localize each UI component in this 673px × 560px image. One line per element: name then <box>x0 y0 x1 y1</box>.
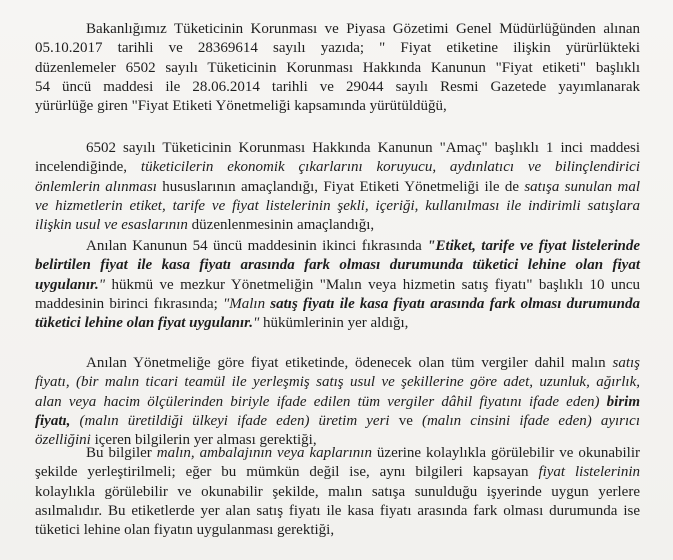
paragraph-2-line-2-italic: tüketicilerin ekonomik çıkarlarını koruyucu, aydınlatıcı ve bilinçlendirici <box>140 159 641 176</box>
paragraph-4-line-1-text: Anılan Yönetmeliğe göre fiyat etiketinde, ödenecek olan tüm vergiler dahil malın <box>86 355 613 371</box>
paragraph-3-line-3-quote: " <box>98 276 106 293</box>
paragraph-2-line-2-text: incelendiğinde, <box>35 159 128 176</box>
paragraph-5-line-2-italic: fiyat listelerinin <box>538 464 640 481</box>
paragraph-2-line-4: ve hizmetlerin etiket, tarife ve fiyat listelerinin şekli, içeriği, kullanılması ile indirimli satışlara <box>35 197 640 214</box>
paragraph-4 <box>35 354 640 450</box>
paragraph-5-line-5: tüketici lehine olan fiyatın uygulanması gerektiği, <box>35 522 335 539</box>
paragraph-1-line-5: yürürlüğe giren "Fiyat Etiketi Yönetmeliği kapsamında yürütüldüğü, <box>35 98 447 115</box>
paragraph-5-line-2-text: şekilde yerleştirilmeli; eğer bu mümkün değil ise, aynı bilgileri kapsayan <box>35 464 539 481</box>
paragraph-3 <box>35 237 640 333</box>
paragraph-2-line-2 <box>35 158 640 177</box>
paragraph-5-line-2 <box>35 463 640 482</box>
paragraph-4-line-1-italic: satış <box>612 355 640 371</box>
paragraph-4-line-3 <box>35 393 640 412</box>
paragraph-5-line-1-text-b: üzerine kolaylıkla görülebilir ve okunabilir <box>371 445 640 461</box>
paragraph-3-line-3-text: hükmü ve mezkur Yönetmeliğin "Malın veya hizmetin satış fiyatı" başlıklı 10 uncu <box>105 276 640 293</box>
paragraph-2-line-5 <box>35 216 640 235</box>
paragraph-4-line-2 <box>35 373 640 392</box>
paragraph-5-line-3: kolaylıkla görülebilir ve okunabilir şekilde, malın satışa sunulduğu işyerinde uygun yerlere <box>35 483 640 500</box>
paragraph-2-line-3-text: hususlarının amaçlandığı, Fiyat Etiketi Yönetmeliği ile de <box>156 178 525 195</box>
paragraph-3-line-5-text: hükümlerinin yer aldığı, <box>259 315 409 332</box>
paragraph-1-line-3: düzenlemeler 6502 sayılı Tüketicinin Korunması Hakkında Kanunun "Fiyat etiketi" başlıklı <box>35 59 640 76</box>
paragraph-5-line-1 <box>35 444 640 463</box>
paragraph-3-line-2: belirtilen fiyat ile kasa fiyatı arasında fark olması durumunda tüketici lehine olan fiyat <box>35 257 640 274</box>
paragraph-4-line-3-bold-italic: birim <box>599 393 640 410</box>
paragraph-3-line-1-bold-italic: "Etiket, tarife ve fiyat listelerinde <box>427 238 640 254</box>
paragraph-2-line-3-italic-a: önlemlerin alınması <box>35 178 157 195</box>
paragraph-4-line-4 <box>35 412 640 431</box>
paragraph-5-line-1-italic: malın, ambalajının veya kaplarının <box>156 445 372 461</box>
paragraph-3-line-4 <box>35 295 640 314</box>
paragraph-2-line-1: 6502 sayılı Tüketicinin Korunması Hakkında Kanunun "Amaç" başlıklı 1 inci maddesi <box>86 140 640 156</box>
paragraph-3-line-4-bold-italic: satış fiyatı ile kasa fiyatı arasında fark olması durumunda <box>270 295 640 312</box>
paragraph-4-line-5-italic: özelliğini <box>35 432 91 449</box>
paragraph-4-line-1 <box>35 354 640 373</box>
paragraph-3-line-5-bold-italic: tüketici lehine olan fiyat uygulanır. <box>35 315 253 332</box>
paragraph-3-line-1 <box>35 237 640 256</box>
paragraph-5-line-4: asılmalıdır. Bu etiketlerde yer alan satış fiyatı ile kasa fiyatı arasında fark olması durumunda ise <box>35 502 640 519</box>
paragraph-2 <box>35 139 640 235</box>
paragraph-4-line-4-italic-b: (malın cinsini ifade eden) ayırıcı <box>421 412 640 429</box>
paragraph-2-line-3 <box>35 178 640 197</box>
paragraph-4-line-2-italic-a: fiyatı, <box>35 374 70 391</box>
paragraph-1 <box>35 20 640 116</box>
paragraph-4-line-4-text: ve <box>389 412 422 429</box>
paragraph-1-line-4: 54 üncü maddesi ile 28.06.2014 tarihli ve 29044 sayılı Resmi Gazetede yayımlanarak <box>35 78 640 95</box>
paragraph-2-line-3-italic-b: satışa sunulan mal <box>524 178 640 195</box>
paragraph-1-line-2: 05.10.2017 tarihli ve 28369614 sayılı yazıda; " Fiyat etiketine ilişkin yürürlükteki <box>35 40 640 57</box>
paragraph-4-line-4-bold-italic: fiyatı, <box>35 412 71 429</box>
paragraph-4-line-4-italic-a: (malın üretildiği ülkeyi ifade eden) üretim yeri <box>70 412 390 429</box>
paragraph-4-line-3-italic: alan veya hacim ölçülerinden biriyle ifade edilen tüm vergiler dâhil fiyatını ifade eden) <box>35 393 600 410</box>
paragraph-5-line-1-text-a: Bu bilgiler <box>86 445 157 461</box>
paragraph-3-line-4-italic: "Malın <box>222 295 271 312</box>
paragraph-2-line-5-text: düzenlenmesinin amaçlandığı, <box>187 217 375 234</box>
paragraph-3-line-3-bold-italic: uygulanır. <box>35 276 99 293</box>
paragraph-1-line-1: Bakanlığımız Tüketicinin Korunması ve Piyasa Gözetimi Genel Müdürlüğünden alınan <box>86 21 640 37</box>
paragraph-5 <box>35 444 640 540</box>
paragraph-3-line-1-text: Anılan Kanunun 54 üncü maddesinin ikinci fıkrasında <box>86 238 428 254</box>
paragraph-3-line-3 <box>35 276 640 295</box>
paragraph-4-line-5-text: içeren bilgilerin yer alması gerektiği, <box>90 432 317 449</box>
paragraph-4-line-2-italic-b: (bir malın ticari teamül ile yerleşmiş satış usul ve şekillerine göre adet, uzunluk, ağırlık, <box>69 374 640 391</box>
paragraph-3-line-4-text: maddesinin birinci fıkrasında; <box>35 295 223 312</box>
paragraph-3-line-5-quote: " <box>252 315 260 332</box>
paragraph-2-line-5-italic: ilişkin usul ve esaslarının <box>35 217 188 234</box>
paragraph-3-line-5 <box>35 314 640 333</box>
